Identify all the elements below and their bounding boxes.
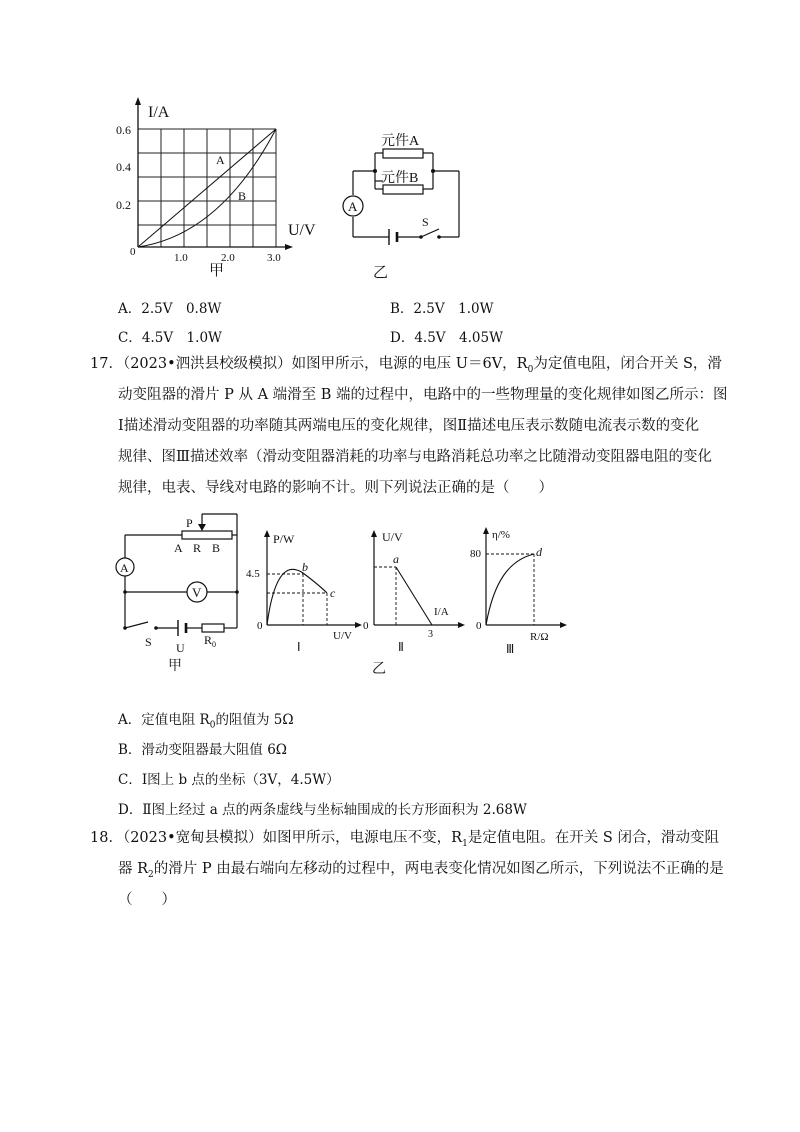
question-number: 17． <box>90 356 123 372</box>
q17-line-1: 17．（2023•泗洪县校级模拟）如图甲所示，电源的电压 U＝6V，$R_0$为定值电阻，闭合开关 S，滑 <box>90 356 722 375</box>
option-text: 4.5V 1.0W <box>141 330 222 346</box>
origin-label: 0 <box>257 620 263 632</box>
origin-label: 0 <box>363 620 369 632</box>
source-u-label: U <box>176 641 185 655</box>
y-axis-label: I/A <box>148 104 170 121</box>
ammeter-label: A <box>348 199 358 214</box>
option-b[interactable] <box>390 297 494 317</box>
r0-label: $R_0$ <box>204 633 217 649</box>
slider-p-label: P <box>186 516 193 530</box>
x-axis-label: R/Ω <box>530 631 549 643</box>
figure-graph-1 <box>245 525 365 655</box>
y-tick: 0.4 <box>116 160 131 174</box>
y-axis-label: P/W <box>273 532 295 546</box>
y-tick: 80 <box>470 548 481 560</box>
y-axis-label: U/V <box>382 530 403 544</box>
q17-option-c[interactable]: C．Ⅰ图上 b 点的坐标（3V，4.5W） <box>118 772 340 788</box>
figure-graph-2 <box>360 525 470 680</box>
figure-caption: 乙 <box>373 265 389 281</box>
element-a-label: 元件A <box>381 134 420 149</box>
q18-line-1: 18．（2023•宽甸县模拟）如图甲所示，电源电压不变，$R_1$是定值电阻。在开关 S 闭合，滑动变阻 <box>90 830 719 849</box>
option-letter: D． <box>390 330 415 346</box>
x-tick: 3.0 <box>267 252 281 264</box>
q18-line-3: （ ） <box>118 892 176 908</box>
q17-option-d[interactable]: D．Ⅱ图上经过 a 点的两条虚线与坐标轴围成的长方形面积为 2.68W <box>118 802 527 818</box>
curve-a-label: A <box>216 153 225 167</box>
figure-caption: Ⅲ <box>506 642 515 655</box>
element-b-label: 元件B <box>381 171 419 186</box>
figure-caption: Ⅱ <box>398 640 404 654</box>
q17-line-2: 动变阻器的滑片 P 从 A 端滑至 B 端的过程中，电路中的一些物理量的变化规律如图乙所示：图 <box>118 387 728 403</box>
ammeter-label: A <box>120 561 129 575</box>
option-text: 4.5V 4.05W <box>414 330 503 346</box>
curve-b-label: B <box>238 189 247 203</box>
q17-line-4: 规律、图Ⅲ描述效率（滑动变阻器消耗的功率与电路消耗总功率之比随滑动变阻器电阻的变化 <box>118 449 712 465</box>
y-tick: 4.5 <box>246 568 260 580</box>
q17-option-a[interactable]: A．定值电阻 $R_0$的阻值为 5Ω <box>118 712 294 731</box>
figure-caption: Ⅰ <box>297 640 301 654</box>
figure-circuit-jia <box>110 510 250 675</box>
group-caption: 乙 <box>372 662 386 677</box>
origin-label: 0 <box>476 620 482 632</box>
x-tick: 3 <box>428 629 433 640</box>
figure-graph-jia <box>110 95 330 285</box>
figure-caption: 甲 <box>168 659 182 674</box>
question-number: 18． <box>90 830 123 846</box>
power-curve <box>267 569 327 625</box>
voltage-current-line <box>396 567 432 625</box>
option-c[interactable] <box>118 326 222 346</box>
y-tick: 0.6 <box>116 123 131 137</box>
x-axis-label: U/V <box>333 630 352 642</box>
option-letter: B． <box>118 742 142 758</box>
q17-option-b[interactable]: B．滑动变阻器最大阻值 6Ω <box>118 742 287 758</box>
option-letter: C． <box>118 772 142 788</box>
q17-line-3: Ⅰ描述滑动变阻器的功率随其两端电压的变化规律，图Ⅱ描述电压表示数随电流表示数的变化 <box>118 418 700 434</box>
switch-label: S <box>145 635 152 649</box>
origin-label: 0 <box>130 246 136 258</box>
point-d-label: d <box>536 545 542 559</box>
figure-circuit-yi <box>335 125 475 285</box>
option-letter: A． <box>118 712 142 728</box>
figure-caption: 甲 <box>209 263 225 279</box>
point-a-label: a <box>393 552 399 566</box>
x-tick: 1.0 <box>174 252 188 264</box>
q17-line-5: 规律，电表、导线对电路的影响不计。则下列说法正确的是（ ） <box>118 480 553 496</box>
switch-label: S <box>422 215 429 229</box>
x-axis-label: I/A <box>434 606 449 618</box>
y-tick: 0.2 <box>116 198 131 212</box>
option-d[interactable] <box>390 326 503 346</box>
point-b-label: b <box>302 560 308 574</box>
option-letter: A． <box>118 301 142 317</box>
x-tick: 2.0 <box>221 252 235 264</box>
option-a[interactable] <box>118 297 221 317</box>
figure-graph-3 <box>470 520 570 655</box>
option-text: 2.5V 0.8W <box>141 301 222 317</box>
option-letter: B． <box>390 301 414 317</box>
end-b-label: B <box>212 541 221 555</box>
efficiency-curve <box>486 554 534 625</box>
option-letter: C． <box>118 330 142 346</box>
q18-line-2: 器 $R_2$的滑片 P 由最右端向左移动的过程中，两电表变化情况如图乙所示，下列说法不正确的是 <box>118 861 724 880</box>
end-a-label: A <box>174 541 183 555</box>
voltmeter-label: V <box>192 585 202 600</box>
y-axis-label: η/% <box>492 529 510 541</box>
rheostat-r-label: R <box>193 541 202 555</box>
option-letter: D． <box>118 802 143 818</box>
x-axis-label: U/V <box>288 222 316 239</box>
point-c-label: c <box>330 586 336 600</box>
option-text: 2.5V 1.0W <box>413 301 494 317</box>
